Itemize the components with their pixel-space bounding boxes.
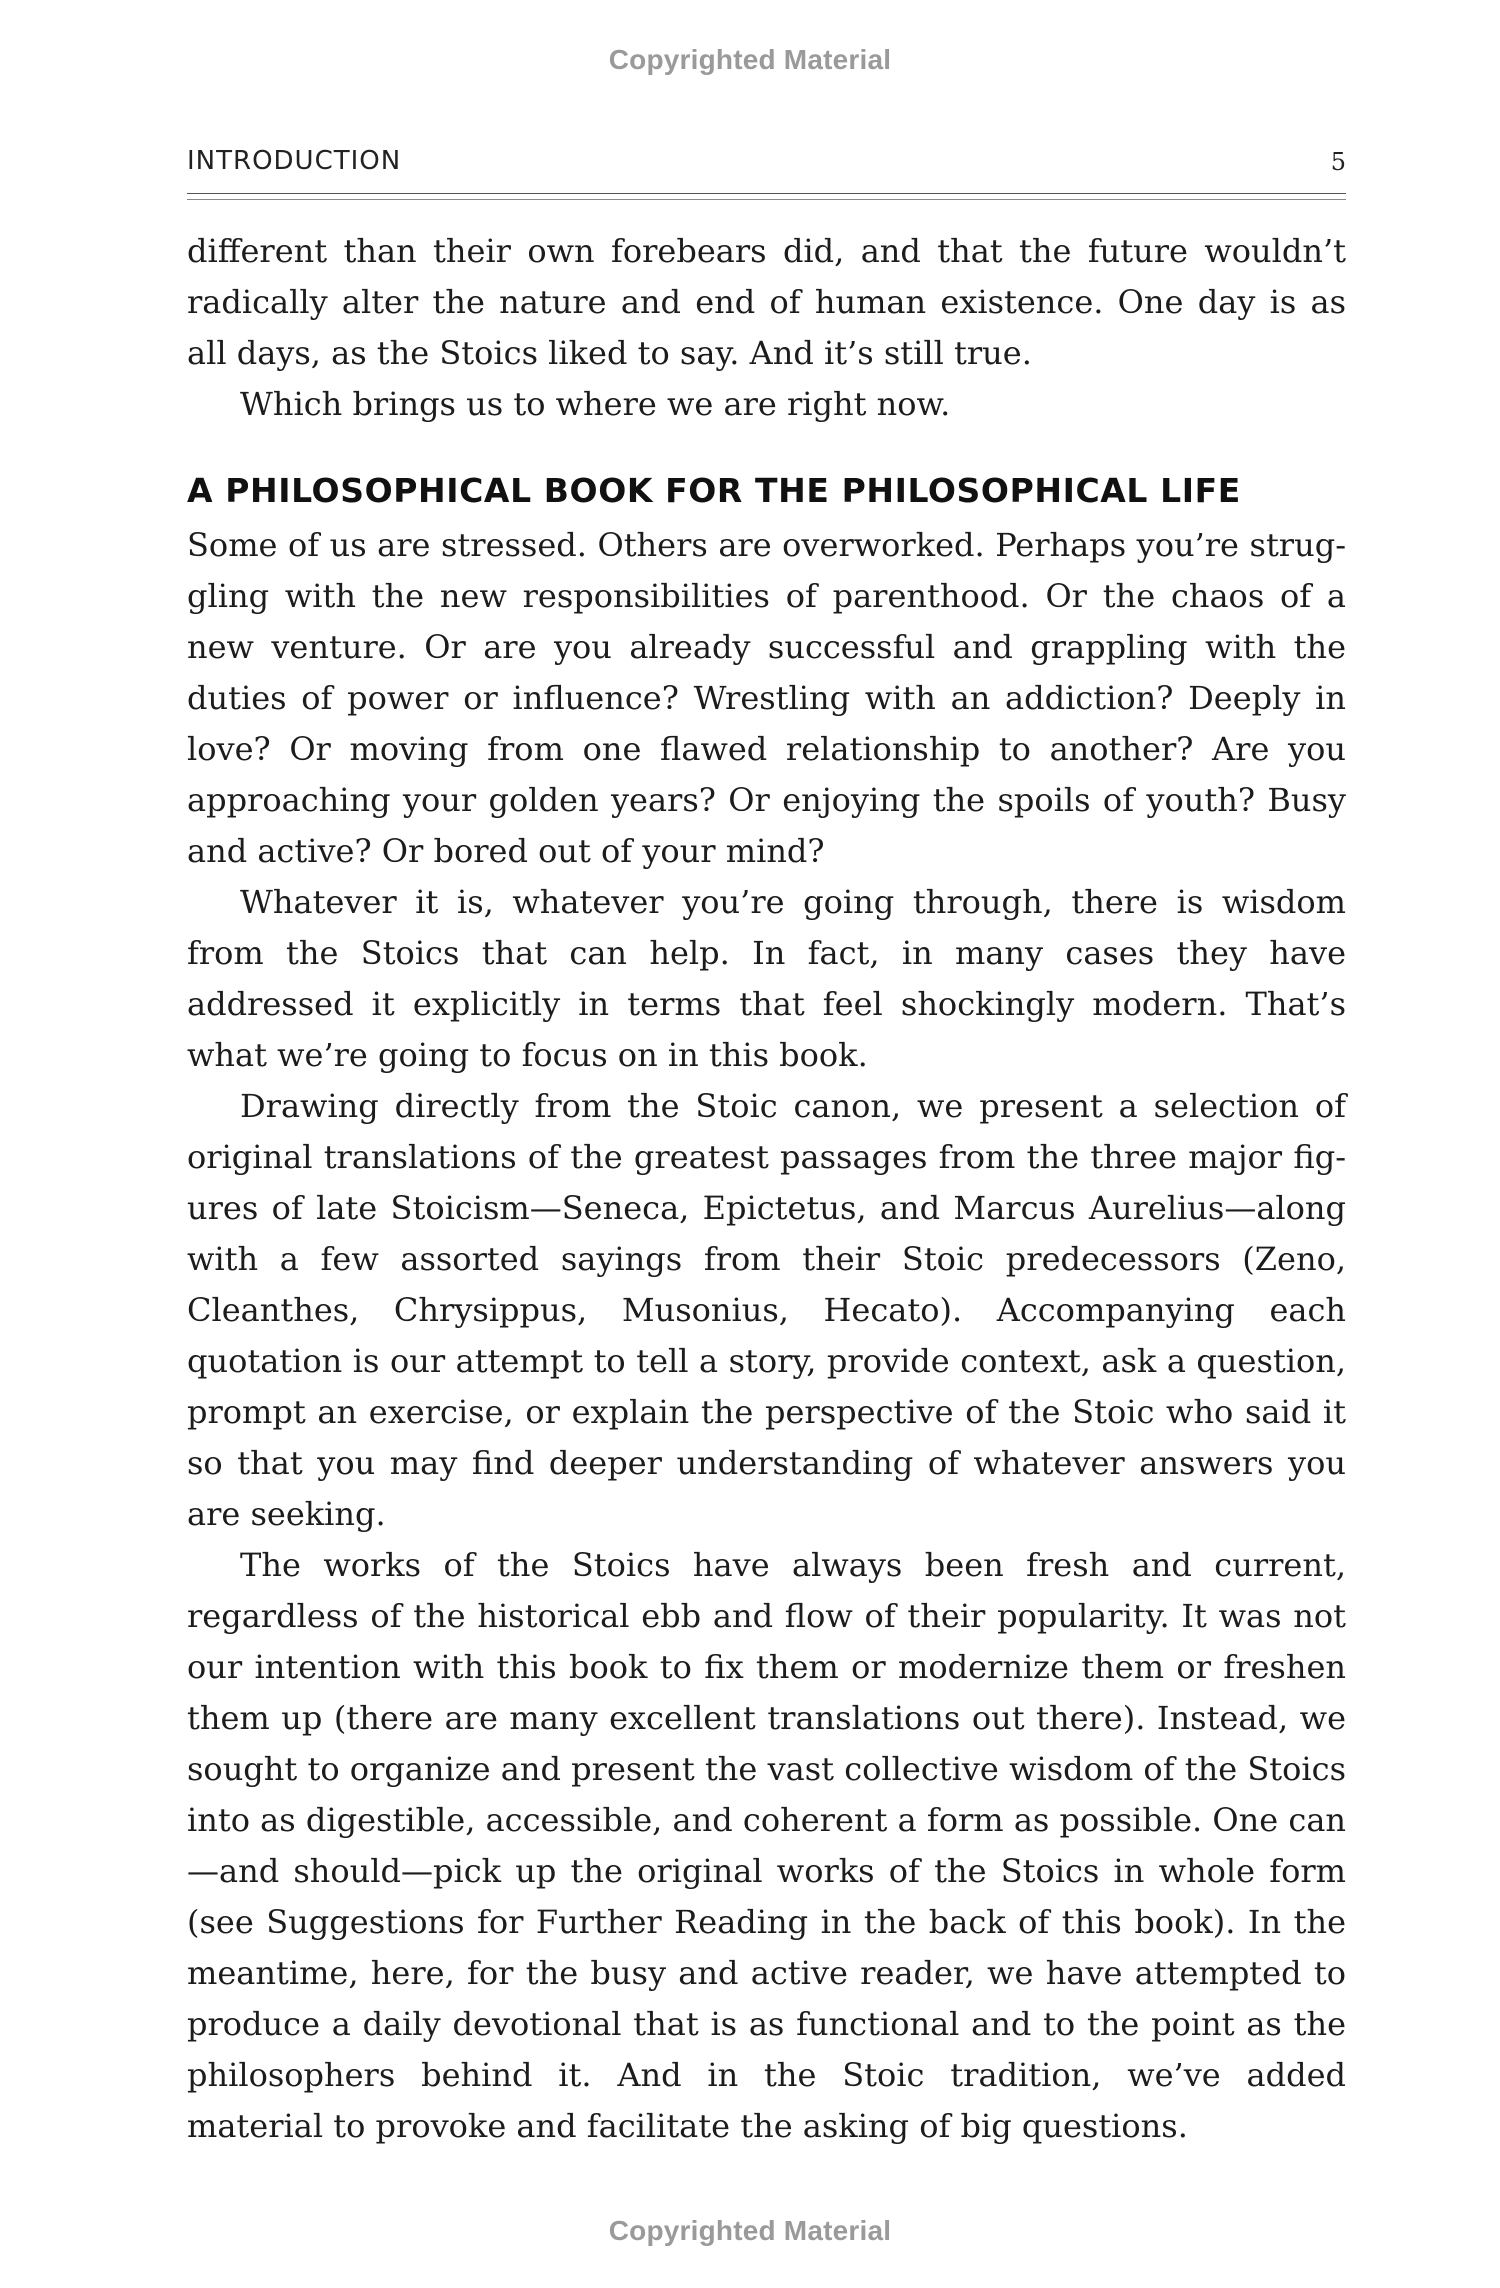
page-body [187,226,1346,2152]
paragraph: Drawing directly from the Stoic canon, we present a selection of original translations of the greatest passages from the three major figures of late Stoicism—Seneca, Epictetus, and Marcus Aurelius—along with a few assorted sayings from their Stoic predecessors (Zeno, Cleanthes, Chrysippus, Musonius, Hecato). Accompanying each quotation is our attempt to tell a story, provide context, ask a question, prompt an exercise, or explain the perspective of the Stoic who said it so that you may find deeper understanding of whatever answers you are seeking. [187,1087,1346,1533]
section-heading: A PHILOSOPHICAL BOOK FOR THE PHILOSOPHICAL LIFE [187,471,1241,510]
copyright-watermark-bottom: Copyrighted Material [608,2215,892,2246]
copyright-watermark-top: Copyrighted Material [608,44,892,75]
header-rule-secondary [187,199,1346,200]
paragraph: Whatever it is, whatever you’re going through, there is wisdom from the Stoics that can help. In fact, in many cases they have addressed it explicitly in terms that feel shockingly modern. That’s what we’re going to focus on in this book. [187,883,1346,1074]
paragraph: The works of the Stoics have always been fresh and current, regardless of the historical ebb and flow of their popularity. It was not our intention with this book to fix them or modernize them or freshen them up (there are many excellent translations out there). Instead, we sought to organize and present the vast collective wisdom of the Stoics into as digestible, accessible, and coherent a form as possible. One can—and should—pick up the original works of the Stoics in whole form (see Suggestions for Further Reading in the back of this book). In the meantime, here, for the busy and active reader, we have attempted to produce a daily devotional that is as functional and to the point as the philosophers behind it. And in the Stoic tradition, we’ve added material to provoke and facilitate the asking of big questions. [187,1546,1346,2145]
header-rule [187,193,1346,194]
page-number: 5 [1330,148,1346,176]
paragraph: Which brings us to where we are right now. [240,385,951,423]
paragraph-continued: different than their own forebears did, and that the future wouldn’t radically alter the nature and end of human existence. One day is as all days, as the Stoics liked to say. And it’s still true. [187,232,1346,372]
paragraph: Some of us are stressed. Others are overworked. Perhaps you’re struggling with the new responsibilities of parenthood. Or the chaos of a new venture. Or are you already successful and grappling with the duties of power or influence? Wrestling with an addiction? Deeply in love? Or moving from one flawed relationship to another? Are you approaching your golden years? Or enjoying the spoils of youth? Busy and active? Or bored out of your mind? [187,526,1346,870]
running-head [187,146,1346,180]
running-head-section: INTRODUCTION [187,146,402,176]
